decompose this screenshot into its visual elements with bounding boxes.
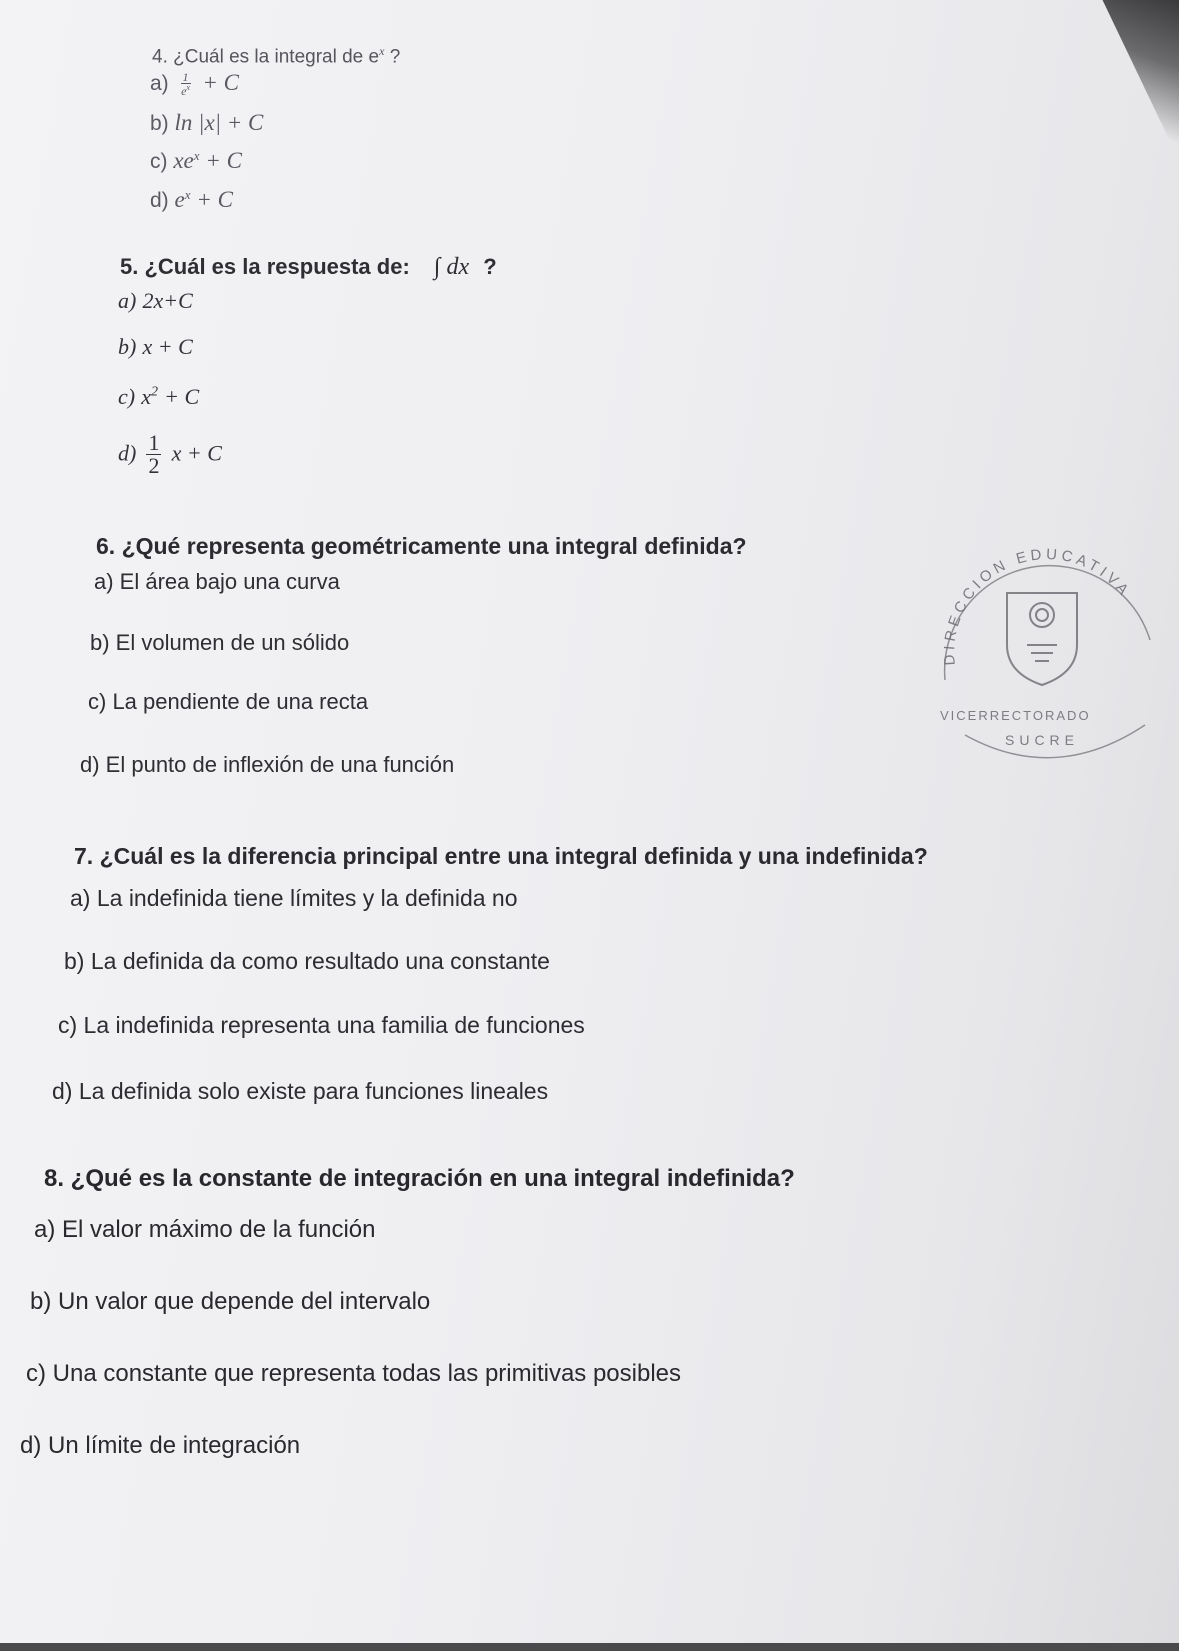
- question-4-exponent: x: [379, 44, 385, 58]
- denominator-exponent: x: [186, 83, 190, 93]
- question-7-option-d[interactable]: d) La definida solo existe para funciones lineales: [52, 1078, 549, 1104]
- option-expression: xe: [173, 148, 194, 173]
- question-5-option-b[interactable]: [118, 334, 193, 360]
- question-4-option-c[interactable]: [150, 148, 242, 174]
- numerator: 1: [148, 430, 160, 455]
- option-label: a): [150, 72, 169, 95]
- question-8-option-d[interactable]: d) Un límite de integración: [20, 1432, 301, 1459]
- fraction: [146, 432, 161, 477]
- option-label: d): [118, 440, 137, 466]
- fraction: [181, 71, 191, 97]
- option-constant: + C: [196, 187, 233, 212]
- option-expression: e: [174, 187, 185, 212]
- question-4-option-a[interactable]: [150, 70, 239, 97]
- question-8-option-c[interactable]: c) Una constante que representa todas las primitivas posibles: [26, 1360, 682, 1387]
- question-5-option-a[interactable]: [118, 288, 193, 314]
- question-8-option-a[interactable]: a) El valor máximo de la función: [34, 1216, 376, 1243]
- question-8-option-b[interactable]: b) Un valor que depende del intervalo: [30, 1288, 431, 1315]
- option-label: d): [150, 189, 169, 212]
- question-6-option-d[interactable]: d) El punto de inflexión de una función: [80, 752, 455, 777]
- question-5-option-d[interactable]: [118, 432, 222, 477]
- shield-icon: [1007, 593, 1077, 685]
- option-label: a): [118, 288, 137, 313]
- stamp-top-text: DIRECCION EDUCATIVA: [940, 545, 1135, 666]
- institution-stamp: [935, 545, 1160, 775]
- page-bottom-edge: [0, 1643, 1179, 1651]
- option-constant: + C: [164, 384, 200, 409]
- option-exponent: 2: [150, 384, 158, 400]
- integral-expression: ∫ dx: [433, 254, 470, 280]
- question-7-option-a[interactable]: a) La indefinida tiene límites y la definida no: [70, 885, 518, 911]
- question-6-option-b[interactable]: b) El volumen de un sólido: [90, 630, 350, 655]
- option-constant: + C: [205, 148, 243, 173]
- denominator: e: [181, 84, 187, 99]
- question-4-mark: ?: [389, 46, 401, 68]
- option-label: c): [118, 384, 136, 409]
- denominator: 2: [148, 453, 160, 478]
- option-expression: 2x+C: [142, 288, 193, 313]
- question-5-mark: ?: [483, 254, 497, 279]
- option-expression: ln |x| + C: [174, 110, 264, 135]
- numerator: 1: [182, 70, 189, 85]
- option-label: b): [118, 334, 137, 359]
- question-4-text: 4. ¿Cuál es la integral de e: [152, 46, 380, 68]
- option-label: b): [150, 112, 169, 135]
- question-7-title: 7. ¿Cuál es la diferencia principal entre una integral definida y una indefinida?: [74, 843, 928, 869]
- option-expression: x + C: [171, 440, 222, 466]
- page-corner-shadow: [1089, 0, 1179, 160]
- question-4-title: [152, 44, 400, 68]
- question-5-title: [120, 254, 497, 281]
- stamp-middle-text: VICERRECTORADO: [940, 708, 1091, 723]
- option-expression: + C: [202, 70, 239, 95]
- question-6-title: 6. ¿Qué representa geométricamente una integral definida?: [96, 533, 747, 559]
- question-6-option-a[interactable]: a) El área bajo una curva: [94, 569, 340, 594]
- question-6-option-c[interactable]: c) La pendiente de una recta: [88, 689, 369, 714]
- option-expression: x + C: [142, 334, 193, 359]
- option-expression: x: [141, 384, 151, 409]
- question-4-option-d[interactable]: [150, 187, 233, 213]
- question-4-option-b[interactable]: [150, 110, 263, 136]
- question-7-option-c[interactable]: c) La indefinida representa una familia de funciones: [58, 1012, 585, 1038]
- stamp-bottom-text: SUCRE: [1005, 732, 1080, 748]
- option-exponent: x: [184, 187, 191, 202]
- question-5-option-c[interactable]: [118, 384, 199, 410]
- question-7-option-b[interactable]: b) La definida da como resultado una constante: [64, 948, 550, 974]
- question-5-text: 5. ¿Cuál es la respuesta de:: [120, 254, 410, 279]
- question-8-title: 8. ¿Qué es la constante de integración en una integral indefinida?: [44, 1165, 795, 1192]
- option-label: c): [150, 150, 168, 173]
- option-exponent: x: [193, 148, 200, 163]
